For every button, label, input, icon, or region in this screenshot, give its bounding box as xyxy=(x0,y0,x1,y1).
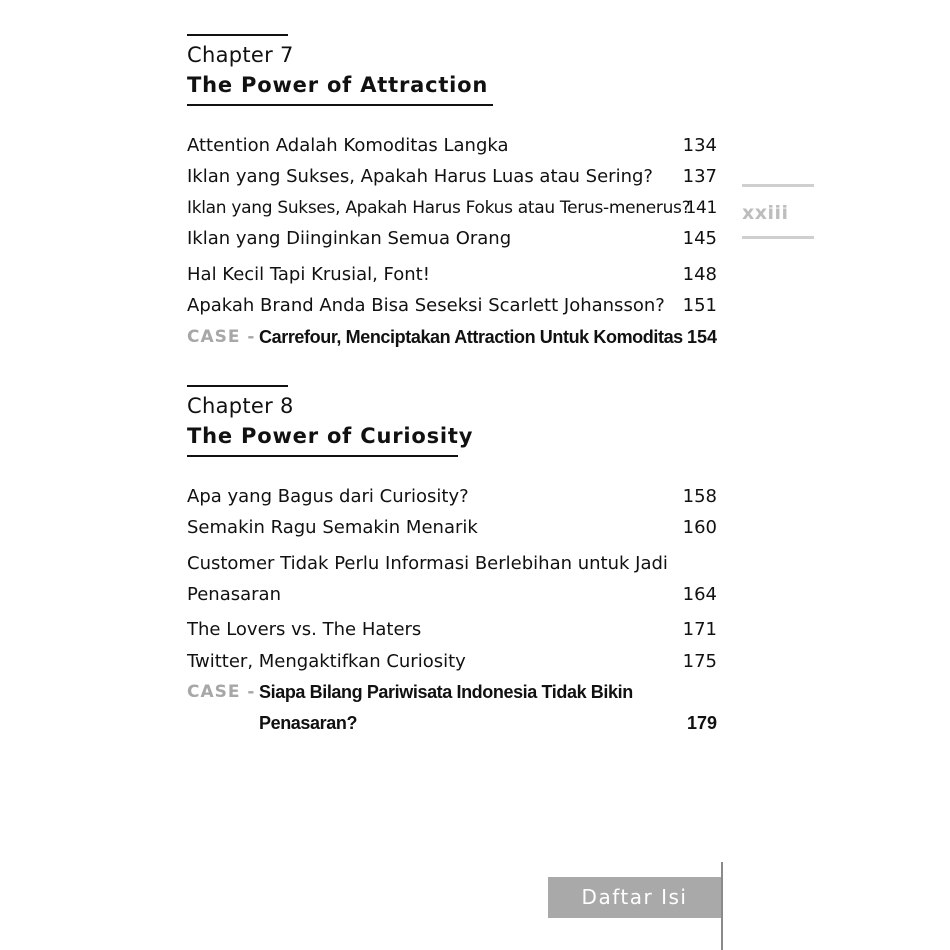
chapter-top-rule xyxy=(187,34,288,36)
toc-entry-title: Twitter, Mengaktifkan Curiosity xyxy=(187,651,466,672)
chapter-7-heading xyxy=(187,34,727,106)
toc-entry-title: Apakah Brand Anda Bisa Seseksi Scarlett Johansson? xyxy=(187,295,665,316)
toc-entry-page: 148 xyxy=(682,264,717,285)
case-title-line2: Penasaran? xyxy=(259,713,358,733)
toc-entry-page: 160 xyxy=(682,517,717,538)
toc-entry-title: Semakin Ragu Semakin Menarik xyxy=(187,517,478,538)
toc-entry-page: 137 xyxy=(682,166,717,187)
toc-entry-page: 164 xyxy=(682,584,717,605)
chapter-title-underline xyxy=(187,455,458,457)
page-number: xxiii xyxy=(742,202,789,224)
toc-entry-title-line1: Customer Tidak Perlu Informasi Berlebihan untuk Jadi xyxy=(187,553,668,574)
chapter-label: Chapter 8 xyxy=(187,394,294,418)
page-number-marker xyxy=(742,184,814,240)
toc-entry-title: Iklan yang Diinginkan Semua Orang xyxy=(187,228,512,249)
toc-entry-page: 145 xyxy=(682,228,717,249)
case-tag: CASE - xyxy=(187,682,256,702)
chapter-8-heading xyxy=(187,385,727,457)
section-tab-rule xyxy=(721,862,723,950)
toc-entry-title-line2: Penasaran xyxy=(187,584,281,605)
toc-entry-page: 134 xyxy=(682,135,717,156)
toc-entry-page: 154 xyxy=(686,327,717,347)
chapter-label: Chapter 7 xyxy=(187,43,294,67)
toc-case-entry[interactable] xyxy=(187,680,722,736)
toc-entry-title: Hal Kecil Tapi Krusial, Font! xyxy=(187,264,430,285)
case-title-line1: Siapa Bilang Pariwisata Indonesia Tidak Bikin xyxy=(259,682,633,702)
toc-entry-page: 179 xyxy=(686,713,717,733)
section-tab: Daftar Isi xyxy=(548,877,721,918)
chapter-title: The Power of Curiosity xyxy=(187,424,474,448)
toc-entry-page: 158 xyxy=(682,486,717,507)
toc-entry-page: 171 xyxy=(682,619,717,640)
chapter-top-rule xyxy=(187,385,288,387)
toc-entry-title: Attention Adalah Komoditas Langka xyxy=(187,135,509,156)
case-tag: CASE - xyxy=(187,327,256,347)
chapter-title-underline xyxy=(187,104,493,106)
case-title: Carrefour, Menciptakan Attraction Untuk Komoditas xyxy=(259,327,683,347)
toc-entry-page: 151 xyxy=(682,295,717,316)
toc-entry-title: Iklan yang Sukses, Apakah Harus Luas atau Sering? xyxy=(187,166,653,187)
page-number-top-rule xyxy=(742,184,814,187)
toc-entry[interactable] xyxy=(187,552,722,608)
chapter-title: The Power of Attraction xyxy=(187,73,489,97)
toc-entry-title: Apa yang Bagus dari Curiosity? xyxy=(187,486,469,507)
toc-entry-page: 175 xyxy=(682,651,717,672)
toc-entry-page: 141 xyxy=(685,198,717,218)
toc-entry-title: Iklan yang Sukses, Apakah Harus Fokus atau Terus-menerus? xyxy=(187,198,691,218)
toc-entry-title: The Lovers vs. The Haters xyxy=(187,619,422,640)
page-number-bottom-rule xyxy=(742,236,814,239)
